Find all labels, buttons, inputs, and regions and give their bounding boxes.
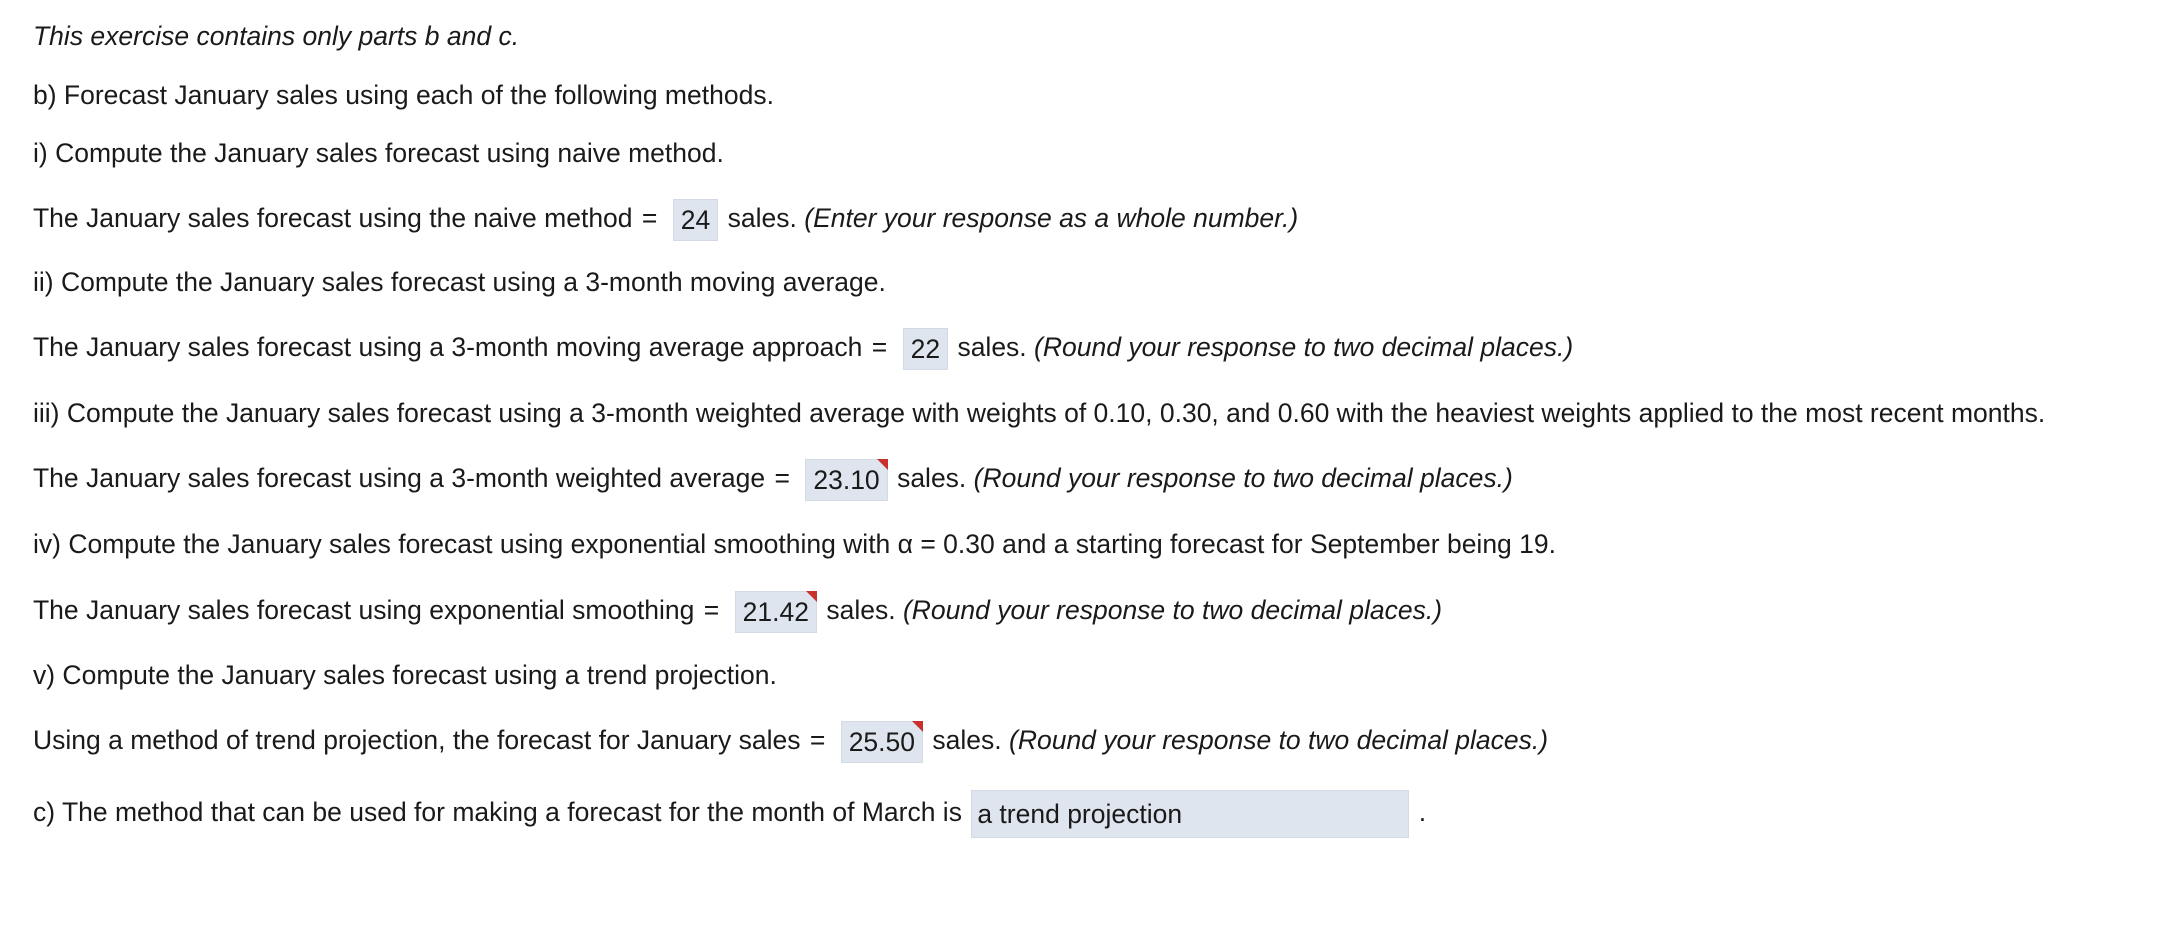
equals-sign: = [809,725,826,755]
answer-row-iii [33,458,1513,501]
answer-iii-suffix: sales. [897,463,967,493]
answer-row-i [33,198,1298,241]
equals-sign: = [774,463,790,493]
incorrect-flag-icon [806,591,817,602]
answer-v-hint: (Round your response to two decimal places.) [1009,725,1549,755]
part-c-answer-field[interactable] [971,790,1409,838]
answer-v-field[interactable] [841,721,923,763]
part-c-answer-value: a trend projection [977,799,1183,829]
question-ii: ii) Compute the January sales forecast using a 3-month moving average. [33,267,886,297]
part-c-row [33,790,1426,838]
answer-row-v [33,720,1548,763]
answer-iv-value: 21.42 [742,597,809,627]
question-iii: iii) Compute the January sales forecast using a 3-month weighted average with weights of 0.10, 0.30, and 0.60 with the heaviest weights applied to the most recent months. [33,398,2046,428]
part-c-period: . [1418,797,1427,827]
answer-ii-label: The January sales forecast using a 3-month moving average approach [33,332,863,362]
answer-iv-hint: (Round your response to two decimal places.) [902,595,1443,625]
answer-row-ii [33,327,1573,370]
equals-sign: = [871,332,888,362]
answer-iv-field[interactable] [735,591,817,633]
answer-v-value: 25.50 [848,727,916,757]
answer-iv-label: The January sales forecast using exponential smoothing [33,595,695,625]
answer-ii-field[interactable] [903,328,948,370]
answer-iii-hint: (Round your response to two decimal places.) [973,463,1513,493]
equals-sign: = [641,203,658,233]
answer-row-iv [33,590,1442,633]
answer-i-value: 24 [680,205,711,235]
answer-iv-suffix: sales. [826,595,896,625]
answer-ii-suffix: sales. [957,332,1027,362]
incorrect-flag-icon [877,459,888,470]
answer-i-suffix: sales. [727,203,797,233]
answer-iii-field[interactable] [805,459,887,501]
answer-iii-value: 23.10 [813,465,880,495]
question-iv: iv) Compute the January sales forecast using exponential smoothing with α = 0.30 and a starting forecast for September being 19. [33,529,1556,559]
answer-i-label: The January sales forecast using the naive method [33,203,633,233]
answer-iii-label: The January sales forecast using a 3-month weighted average [33,463,766,493]
answer-i-field[interactable] [673,199,718,241]
answer-ii-value: 22 [910,334,941,364]
part-c-label: c) The method that can be used for making a forecast for the month of March is [33,797,962,827]
answer-v-suffix: sales. [932,725,1002,755]
equals-sign: = [703,595,720,625]
intro-text: This exercise contains only parts b and c. [33,21,520,51]
answer-v-label: Using a method of trend projection, the forecast for January sales [33,725,801,755]
part-b-heading: b) Forecast January sales using each of the following methods. [33,80,774,110]
question-v: v) Compute the January sales forecast using a trend projection. [33,660,777,690]
question-i: i) Compute the January sales forecast using naive method. [33,138,724,168]
answer-i-hint: (Enter your response as a whole number.) [804,203,1299,233]
answer-ii-hint: (Round your response to two decimal places.) [1034,332,1574,362]
incorrect-flag-icon [912,721,923,732]
